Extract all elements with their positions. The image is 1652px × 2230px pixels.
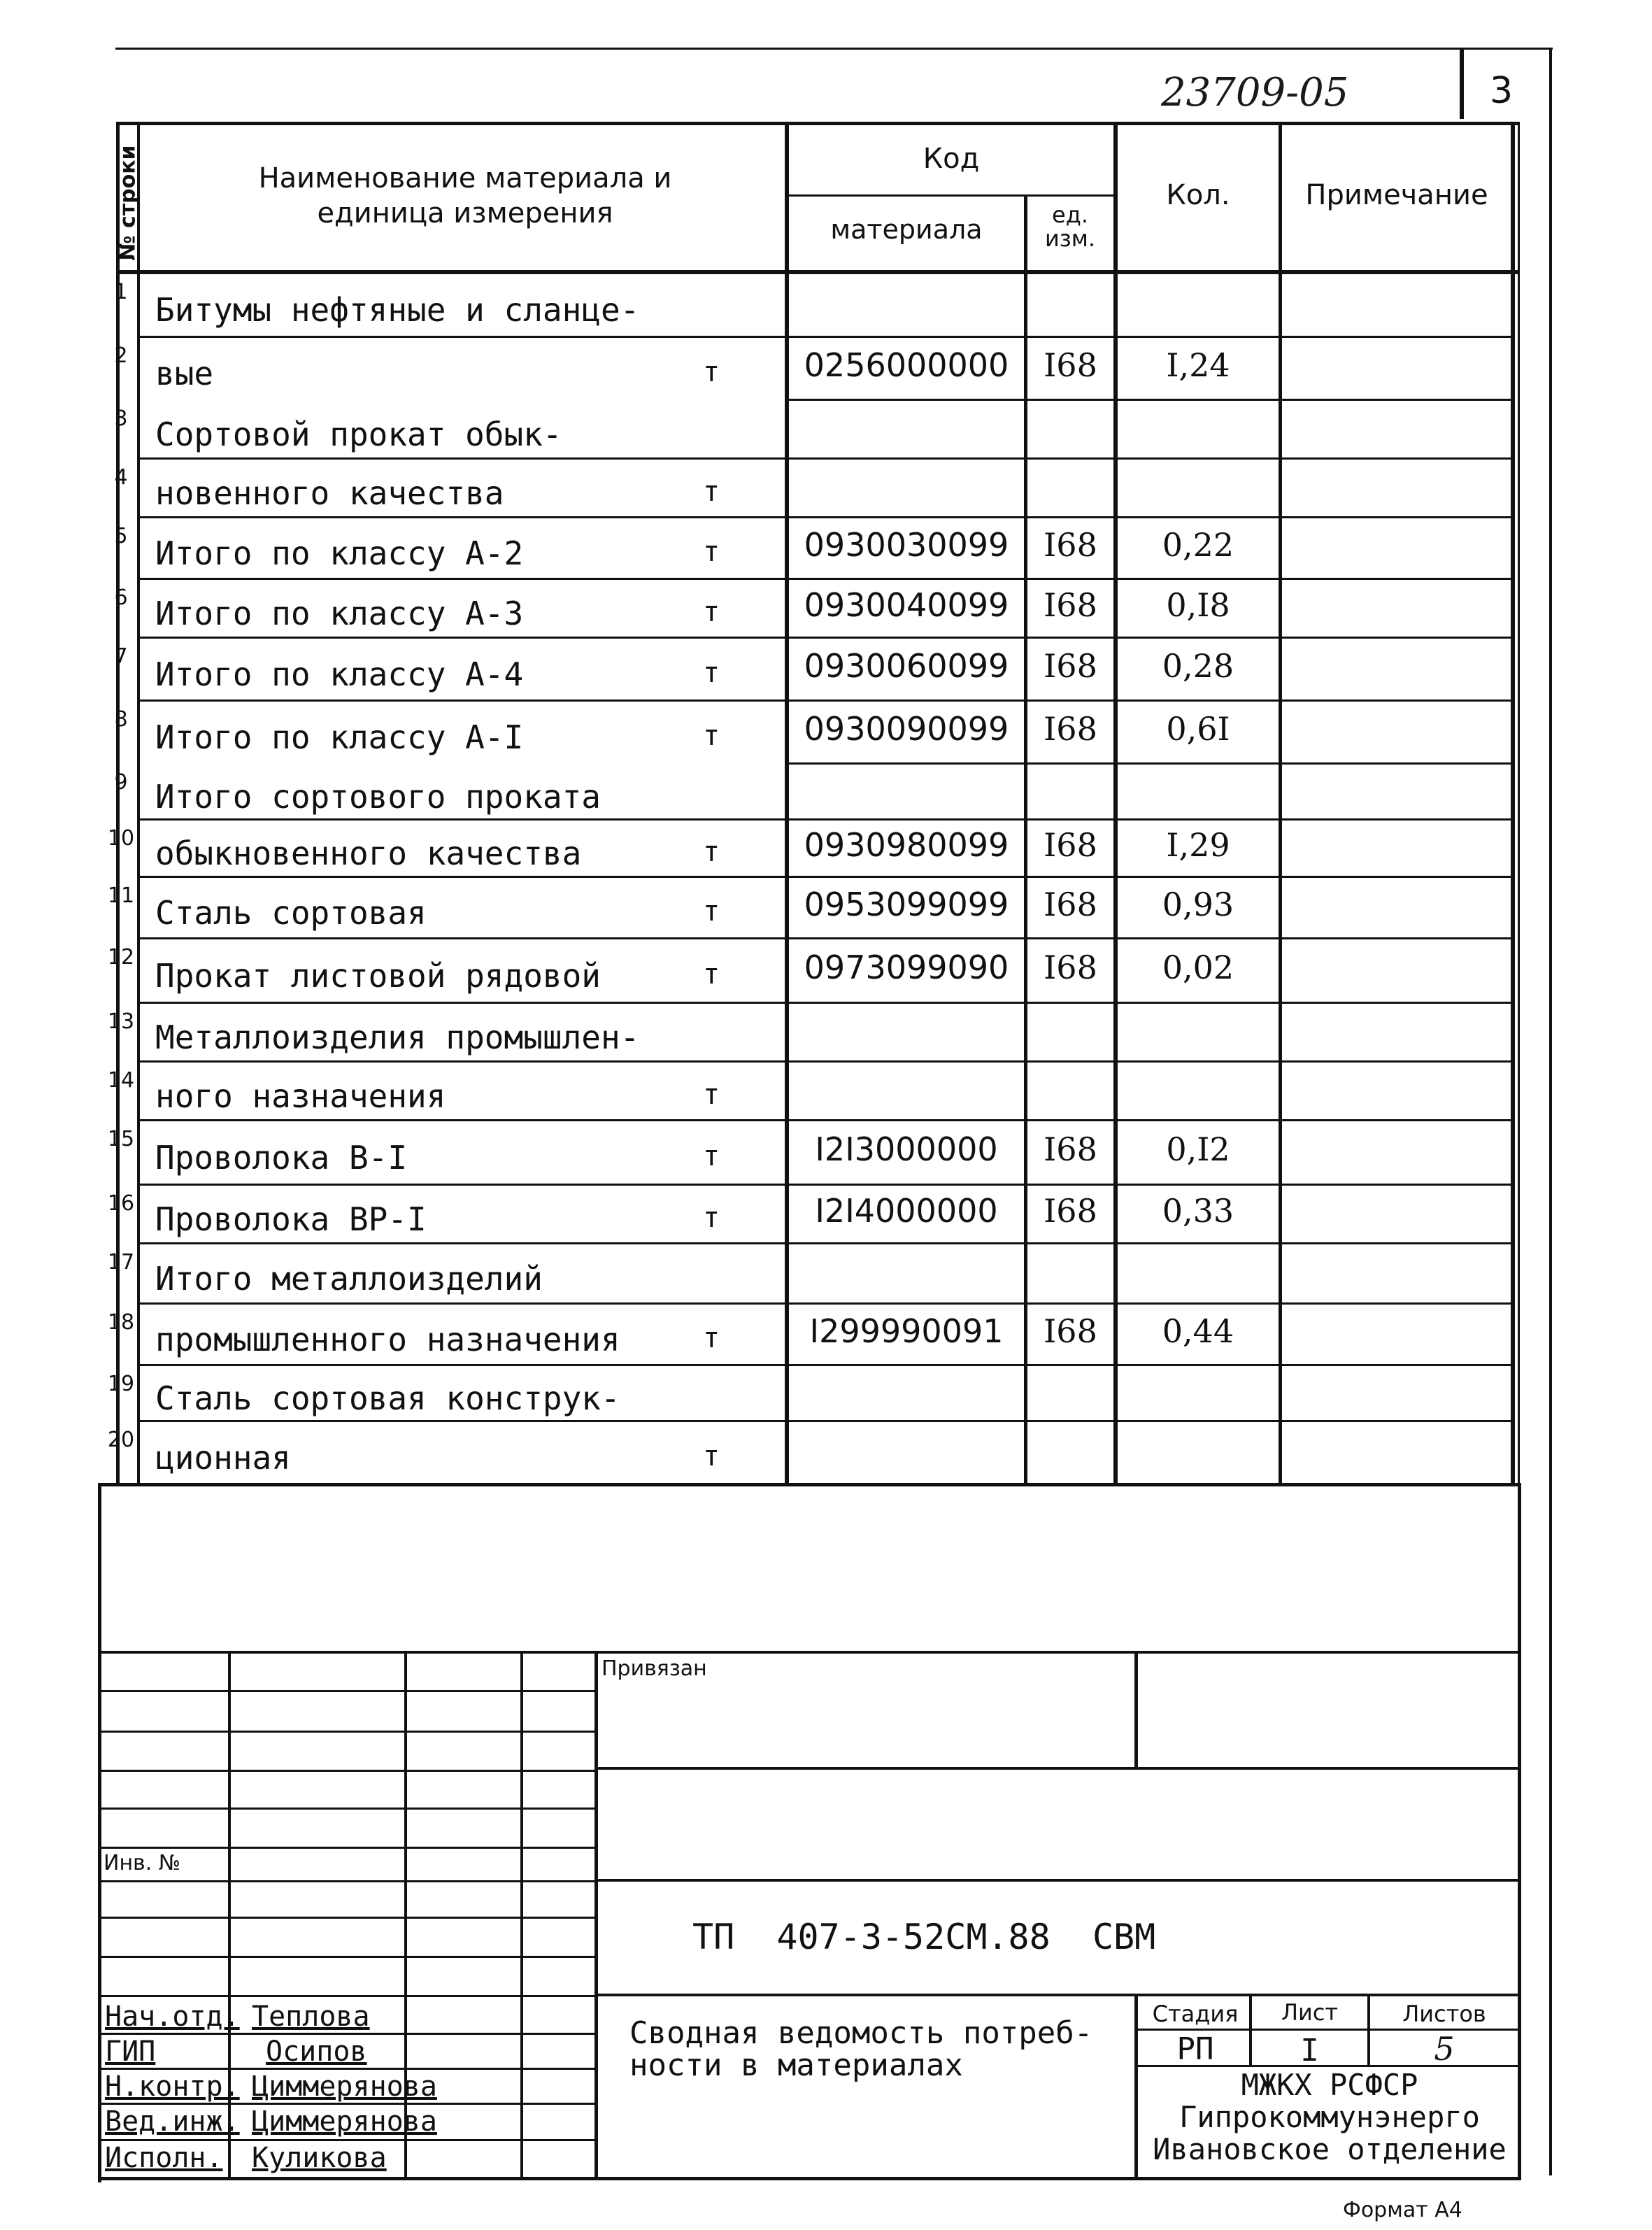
row-number: 9 <box>114 770 128 795</box>
unit-value: т <box>703 835 720 868</box>
row-number: 3 <box>114 406 128 431</box>
stage-label: Стадия <box>1152 2001 1239 2027</box>
row-number: 18 <box>107 1310 135 1335</box>
material-name: Битумы нефтяные и сланце- <box>155 291 640 329</box>
row-number-header: № строки <box>115 145 141 261</box>
material-name: Итого по классу А-2 <box>155 534 524 572</box>
material-name: Сталь сортовая конструк- <box>155 1379 620 1417</box>
quantity-value: 0,93 <box>1162 885 1234 923</box>
row-number: 11 <box>107 883 135 908</box>
row-number: 13 <box>107 1009 135 1034</box>
material-code: 0930040099 <box>804 585 1009 624</box>
signature-name: Циммерянова <box>252 2105 437 2138</box>
sheets-value: 5 <box>1434 2030 1455 2068</box>
row-number: 2 <box>114 343 128 368</box>
sheets-label: Листов <box>1402 2001 1486 2027</box>
unit-code: I68 <box>1044 885 1097 923</box>
code-material-header: материала <box>830 214 983 245</box>
row-number: 12 <box>107 945 135 970</box>
material-name: промышленного назначения <box>155 1320 620 1358</box>
unit-value: т <box>703 719 720 752</box>
quantity-value: 0,22 <box>1162 525 1234 564</box>
quantity-value: 0,28 <box>1162 646 1234 685</box>
unit-code: I68 <box>1044 825 1097 864</box>
signature-role: Вед.инж. <box>105 2105 240 2138</box>
unit-value: т <box>703 958 720 990</box>
material-code: I2I3000000 <box>815 1130 998 1168</box>
signature-name: Осипов <box>266 2036 367 2068</box>
material-name: Металлоизделия промышлен- <box>155 1018 640 1056</box>
signature-role: Исполн. <box>105 2142 223 2174</box>
material-name: вые <box>155 354 214 392</box>
unit-code: I68 <box>1044 709 1097 748</box>
row-number: 15 <box>107 1127 135 1151</box>
right-frame-line <box>1549 49 1552 2175</box>
signature-role: ГИП <box>105 2036 156 2068</box>
unit-code: I68 <box>1044 1191 1097 1230</box>
material-name: ного назначения <box>155 1077 446 1115</box>
unit-value: т <box>703 895 720 928</box>
name-column-header: Наименование материала и единица измерения <box>258 162 672 229</box>
material-name: Проволока В-I <box>155 1138 408 1177</box>
row-number: 16 <box>107 1191 135 1216</box>
material-code: 0973099090 <box>804 948 1009 986</box>
sheet-label: Лист <box>1281 1999 1339 2026</box>
signature-name: Куликова <box>252 2142 387 2174</box>
unit-value: т <box>703 595 720 628</box>
doc-number: 23709-05 <box>1161 70 1349 115</box>
top-border-line <box>115 48 1553 50</box>
sheet-value: I <box>1300 2033 1319 2068</box>
document-designation: ТП 407-3-52СМ.88 СВМ <box>692 1917 1156 1957</box>
material-name: Итого металлоизделий <box>155 1259 543 1298</box>
unit-code: I68 <box>1044 525 1097 564</box>
row-number: 1 <box>114 280 128 304</box>
material-code: I299990091 <box>809 1312 1004 1350</box>
row-number: 17 <box>107 1250 135 1274</box>
quantity-value: I,24 <box>1166 346 1230 384</box>
unit-code: I68 <box>1044 646 1097 685</box>
material-name: Проволока ВР-I <box>155 1200 427 1238</box>
material-code: 0930060099 <box>804 646 1009 685</box>
unit-value: т <box>703 1201 720 1234</box>
quantity-value: 0,I2 <box>1166 1130 1230 1168</box>
format-label: Формат А4 <box>1343 2198 1462 2222</box>
privyazan-label: Привязан <box>601 1656 707 1681</box>
note-header: Примечание <box>1305 179 1488 211</box>
header-divider <box>1460 49 1464 119</box>
quantity-value: 0,33 <box>1162 1191 1234 1230</box>
inv-no-label: Инв. № <box>104 1851 181 1875</box>
material-code: 0930030099 <box>804 525 1009 564</box>
row-number: 14 <box>107 1068 135 1093</box>
signature-name: Циммерянова <box>252 2071 437 2103</box>
unit-value: т <box>703 1440 720 1472</box>
material-code: 0930090099 <box>804 709 1009 748</box>
unit-value: т <box>703 355 720 388</box>
quantity-value: 0,44 <box>1162 1312 1234 1350</box>
unit-code: I68 <box>1044 1312 1097 1350</box>
material-name: обыкновенного качества <box>155 834 582 872</box>
material-name: новенного качества <box>155 474 504 512</box>
material-code: 0256000000 <box>804 346 1009 384</box>
quantity-value: I,29 <box>1166 825 1230 864</box>
signature-name: Теплова <box>252 2001 370 2033</box>
material-name: Итого сортового проката <box>155 777 601 816</box>
quantity-value: 0,I8 <box>1166 585 1230 624</box>
row-number: 7 <box>114 644 128 669</box>
unit-value: т <box>703 535 720 568</box>
unit-code: I68 <box>1044 1130 1097 1168</box>
row-number: 8 <box>114 707 128 732</box>
unit-code: I68 <box>1044 346 1097 384</box>
row-number: 19 <box>107 1372 135 1396</box>
material-code: I2I4000000 <box>815 1191 998 1230</box>
row-number: 20 <box>107 1428 135 1452</box>
material-name: Прокат листовой рядовой <box>155 956 601 995</box>
qty-header: Кол. <box>1166 179 1230 211</box>
organization: МЖКХ РСФСР Гипрокоммунэнерго Ивановское отделение <box>1153 2068 1507 2166</box>
row-number: 5 <box>114 524 128 548</box>
page-number: 3 <box>1490 70 1514 112</box>
stage-value: РП <box>1176 2031 1214 2067</box>
unit-value: т <box>703 1321 720 1354</box>
unit-code: I68 <box>1044 585 1097 624</box>
material-name: Итого по классу А-4 <box>155 655 524 693</box>
document-title: Сводная ведомость потреб- ности в материалах <box>629 2015 1093 2083</box>
material-name: Сталь сортовая <box>155 893 427 932</box>
unit-value: т <box>703 1139 720 1172</box>
code-unit-header: ед. изм. <box>1044 201 1096 252</box>
material-name: ционная <box>155 1438 291 1477</box>
signature-role: Н.контр. <box>105 2071 240 2103</box>
row-number: 10 <box>107 826 135 851</box>
material-code: 0953099099 <box>804 885 1009 923</box>
material-name: Итого по классу А-3 <box>155 594 524 632</box>
quantity-value: 0,6I <box>1166 709 1230 748</box>
unit-code: I68 <box>1044 948 1097 986</box>
material-code: 0930980099 <box>804 825 1009 864</box>
unit-value: т <box>703 656 720 689</box>
code-group-header: Код <box>923 143 980 175</box>
row-number: 4 <box>114 465 128 490</box>
material-name: Сортовой прокат обык- <box>155 415 562 453</box>
row-number: 6 <box>114 585 128 610</box>
material-name: Итого по классу А-I <box>155 718 524 756</box>
quantity-value: 0,02 <box>1162 948 1234 986</box>
signature-role: Нач.отд. <box>105 2001 240 2033</box>
unit-value: т <box>703 1078 720 1111</box>
unit-value: т <box>703 475 720 508</box>
